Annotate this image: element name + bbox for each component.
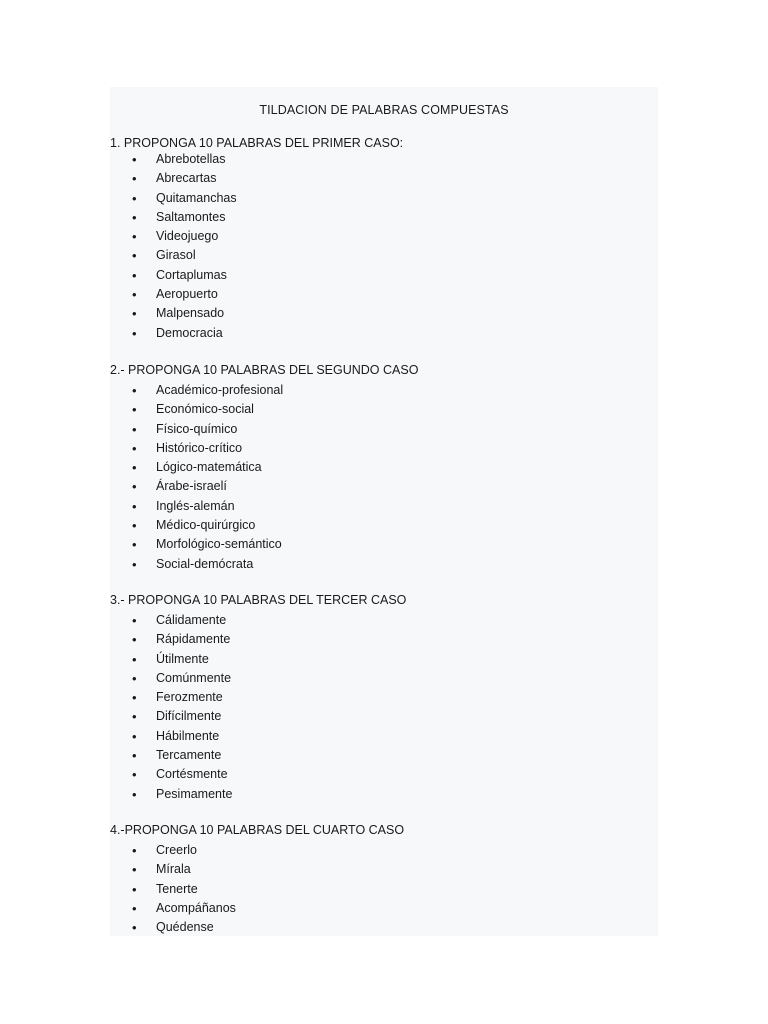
section-4-list bbox=[110, 841, 236, 937]
bullet-icon: • bbox=[132, 862, 137, 878]
bullet-icon: • bbox=[132, 881, 137, 897]
bullet-icon: • bbox=[132, 843, 137, 858]
list-item-text: Quitamanchas bbox=[156, 190, 237, 205]
list-item bbox=[110, 765, 232, 784]
bullet-icon: • bbox=[132, 690, 137, 706]
bullet-icon: • bbox=[132, 556, 137, 572]
document-title: TILDACION DE PALABRAS COMPUESTAS bbox=[259, 103, 509, 117]
list-item-text: Cortaplumas bbox=[156, 267, 227, 282]
bullet-icon: • bbox=[132, 920, 137, 936]
bullet-icon: • bbox=[132, 537, 137, 553]
list-item-text: Creerlo bbox=[156, 843, 197, 857]
bullet-icon: • bbox=[132, 306, 137, 322]
bullet-icon: • bbox=[132, 518, 137, 534]
list-item-text: Acompáñanos bbox=[156, 900, 236, 915]
list-item bbox=[110, 611, 232, 630]
list-item bbox=[110, 400, 283, 419]
bullet-icon: • bbox=[132, 748, 137, 764]
list-item-text: Académico-profesional bbox=[156, 383, 284, 397]
list-item-text: Morfológico-semántico bbox=[156, 537, 282, 552]
list-item-text: Social-demócrata bbox=[156, 556, 254, 571]
list-item-text: Útilmente bbox=[156, 651, 209, 666]
list-item-text: Inglés-alemán bbox=[156, 498, 235, 513]
list-item bbox=[110, 746, 232, 765]
section-2-heading: 2.- PROPONGA 10 PALABRAS DEL SEGUNDO CASO bbox=[110, 363, 419, 377]
list-item-text: Abrecartas bbox=[156, 171, 217, 186]
list-item-text: Económico-social bbox=[156, 402, 254, 417]
bullet-icon: • bbox=[132, 479, 137, 495]
bullet-icon: • bbox=[132, 229, 137, 245]
bullet-icon: • bbox=[132, 152, 137, 167]
list-item-text: Difícilmente bbox=[156, 709, 222, 724]
list-item bbox=[110, 208, 237, 227]
list-item bbox=[110, 841, 236, 860]
list-item-text: Pesimamente bbox=[156, 786, 233, 801]
bullet-icon: • bbox=[132, 287, 137, 303]
list-item bbox=[110, 918, 236, 937]
list-item bbox=[110, 669, 232, 688]
bullet-icon: • bbox=[132, 900, 137, 916]
section-2-list bbox=[110, 381, 283, 574]
list-item bbox=[110, 189, 237, 208]
list-item bbox=[110, 707, 232, 726]
bullet-icon: • bbox=[132, 460, 137, 476]
bullet-icon: • bbox=[132, 651, 137, 667]
list-item bbox=[110, 860, 236, 879]
list-item-text: Hábilmente bbox=[156, 728, 220, 743]
section-1-list bbox=[110, 150, 237, 343]
list-item bbox=[110, 555, 283, 574]
section-3-list bbox=[110, 611, 232, 804]
list-item-text: Aeropuerto bbox=[156, 287, 218, 302]
section-3-heading: 3.- PROPONGA 10 PALABRAS DEL TERCER CASO bbox=[110, 593, 407, 607]
list-item-text: Médico-quirúrgico bbox=[156, 518, 256, 533]
list-item-text: Ferozmente bbox=[156, 690, 223, 705]
list-item bbox=[110, 650, 232, 669]
bullet-icon: • bbox=[132, 728, 137, 744]
bullet-icon: • bbox=[132, 440, 137, 456]
list-item bbox=[110, 150, 237, 169]
list-item bbox=[110, 285, 237, 304]
document-body bbox=[110, 87, 658, 936]
list-item bbox=[110, 246, 237, 265]
list-item bbox=[110, 420, 283, 439]
bullet-icon: • bbox=[132, 190, 137, 206]
list-item-text: Quédense bbox=[156, 920, 214, 935]
list-item-text: Videojuego bbox=[156, 229, 219, 244]
list-item-text: Malpensado bbox=[156, 306, 225, 321]
list-item-text: Comúnmente bbox=[156, 670, 232, 685]
list-item bbox=[110, 381, 283, 400]
bullet-icon: • bbox=[132, 402, 137, 418]
list-item bbox=[110, 227, 237, 246]
bullet-icon: • bbox=[132, 209, 137, 225]
list-item bbox=[110, 439, 283, 458]
section-1-heading: 1. PROPONGA 10 PALABRAS DEL PRIMER CASO: bbox=[110, 136, 404, 150]
bullet-icon: • bbox=[132, 383, 137, 398]
list-item-text: Mírala bbox=[156, 862, 191, 877]
list-item bbox=[110, 266, 237, 285]
bullet-icon: • bbox=[132, 613, 137, 628]
section-4-heading: 4.-PROPONGA 10 PALABRAS DEL CUARTO CASO bbox=[110, 823, 405, 837]
list-item bbox=[110, 899, 236, 918]
list-item-text: Rápidamente bbox=[156, 632, 231, 647]
bullet-icon: • bbox=[132, 248, 137, 264]
list-item-text: Físico-químico bbox=[156, 421, 238, 436]
list-item bbox=[110, 727, 232, 746]
bullet-icon: • bbox=[132, 267, 137, 283]
list-item-text: Árabe-israelí bbox=[156, 479, 227, 494]
list-item-text: Cálidamente bbox=[156, 613, 227, 627]
bullet-icon: • bbox=[132, 171, 137, 187]
list-item bbox=[110, 497, 283, 516]
bullet-icon: • bbox=[132, 325, 137, 341]
bullet-icon: • bbox=[132, 786, 137, 802]
list-item bbox=[110, 324, 237, 343]
list-item-text: Histórico-crítico bbox=[156, 440, 243, 455]
list-item bbox=[110, 785, 232, 804]
list-item bbox=[110, 688, 232, 707]
list-item bbox=[110, 304, 237, 323]
list-item-text: Lógico-matemática bbox=[156, 460, 262, 475]
list-item-text: Abrebotellas bbox=[156, 152, 226, 166]
list-item bbox=[110, 458, 283, 477]
list-item bbox=[110, 516, 283, 535]
list-item bbox=[110, 169, 237, 188]
bullet-icon: • bbox=[132, 498, 137, 514]
list-item-text: Cortésmente bbox=[156, 767, 228, 782]
bullet-icon: • bbox=[132, 670, 137, 686]
bullet-icon: • bbox=[132, 632, 137, 648]
list-item-text: Girasol bbox=[156, 248, 196, 263]
bullet-icon: • bbox=[132, 767, 137, 783]
list-item-text: Tercamente bbox=[156, 748, 222, 763]
bullet-icon: • bbox=[132, 709, 137, 725]
list-item bbox=[110, 535, 283, 554]
list-item-text: Tenerte bbox=[156, 881, 198, 896]
list-item-text: Saltamontes bbox=[156, 209, 226, 224]
list-item-text: Democracia bbox=[156, 325, 223, 340]
list-item bbox=[110, 880, 236, 899]
list-item bbox=[110, 477, 283, 496]
list-item bbox=[110, 630, 232, 649]
bullet-icon: • bbox=[132, 421, 137, 437]
